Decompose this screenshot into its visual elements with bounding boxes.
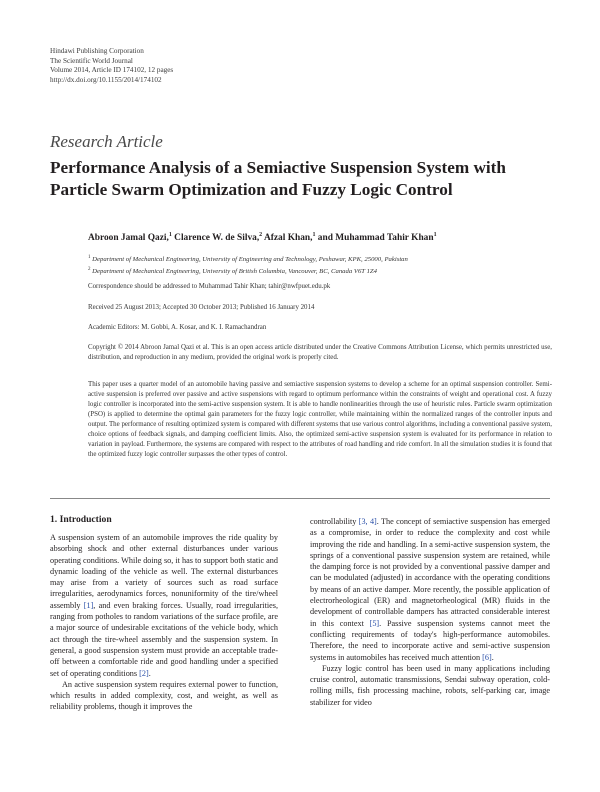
paragraph <box>50 532 278 679</box>
affiliation-text: Department of Mechanical Engineering, University of Engineering and Technology, Peshawar, KPK, 25000, Pakistan <box>92 256 408 264</box>
affiliation-item <box>88 265 408 277</box>
citation-link[interactable]: [1] <box>83 600 94 610</box>
paper-title <box>50 157 560 201</box>
left-column <box>50 532 278 713</box>
paragraph-text: . Passive suspension systems cannot meet the conflicting requirements of today's high-performance automobiles. Therefore, the need to incorporate active and semi-active suspension systems in automobiles has received much attention <box>310 618 550 662</box>
author-name: Clarence W. de Silva, <box>174 233 260 244</box>
paragraph-text: . <box>148 668 151 678</box>
affiliations <box>88 253 408 278</box>
volume-info: Volume 2014, Article ID 174102, 12 pages <box>50 66 174 75</box>
author-affiliation-mark: 1 <box>168 232 172 238</box>
paragraph-text: controllability <box>310 517 359 526</box>
paragraph-text: A suspension system of an automobile improves the ride quality by absorbing shock and other external disturbances under various operating conditions. While doing so, it has to support both static and dynamic loading of the vehicle as well. The external disturbances may arise from a variety of sources such as road surface irregularities, aerodynamics forces, nonuniformity of the tire/wheel assembly <box>50 533 278 610</box>
introduction-heading: 1. Introduction <box>50 514 112 525</box>
paragraph-text: . <box>491 652 494 662</box>
section-divider <box>50 498 550 499</box>
author-name: Abroon Jamal Qazi, <box>88 233 169 244</box>
affiliation-text: Department of Mechanical Engineering, University of British Columbia, Vancouver, BC, Canada V6T 1Z4 <box>92 268 377 276</box>
author-affiliation-mark: 1 <box>312 232 316 238</box>
article-type: Research Article <box>50 132 163 151</box>
paragraph <box>310 516 550 663</box>
paper-title-line-2: Particle Swarm Optimization and Fuzzy Logic Control <box>50 180 453 199</box>
doi-link[interactable]: http://dx.doi.org/10.1155/2014/174102 <box>50 75 162 84</box>
citation-link[interactable]: [6] <box>482 652 492 662</box>
journal-name: The Scientific World Journal <box>50 56 133 65</box>
paper-title-line-1: Performance Analysis of a Semiactive Suspension System with <box>50 158 506 177</box>
editors-line: Academic Editors: M. Gobbi, A. Kosar, and K. I. Ramachandran <box>88 324 267 331</box>
paragraph: An active suspension system requires external power to function, which results in added complexity, cost, and weight, as well as reliability problems, though it improves the <box>50 679 278 712</box>
author-name: Afzal Khan, <box>264 233 313 244</box>
affiliation-mark: 1 <box>88 255 91 260</box>
author-affiliation-mark: 1 <box>433 232 437 238</box>
copyright-notice: Copyright © 2014 Abroon Jamal Qazi et al. This is an open access article distributed under the Creative Commons Attribution License, which permits unrestricted use, distribution, and reproduction in any medium, provided the original work is properly cited. <box>88 344 552 362</box>
right-column <box>310 516 550 708</box>
author-affiliation-mark: 2 <box>259 232 263 238</box>
dates-line: Received 25 August 2013; Accepted 30 October 2013; Published 16 January 2014 <box>88 304 315 311</box>
author-list <box>88 232 437 243</box>
correspondence-line: Correspondence should be addressed to Muhammad Tahir Khan; tahir@nwfpuet.edu.pk <box>88 283 331 290</box>
journal-header <box>50 47 173 85</box>
paragraph-text: . The concept of semiactive suspension has emerged as a compromise, in order to reduce the complexity and cost while improving the ride and handling. In a semi-active suspension system, the springs of a conventional passive suspension system are retained, while the damping force is not provided by a conventional passive damper and can be modulated (adjusted) in accordance with the operating conditions by means of an active damper. More recently, the possible application of electrorheological (ER) and magnetorheological (MR) fluids in the development of controllable dampers has attracted considerable interest in this context <box>310 517 551 628</box>
affiliation-item <box>88 253 408 265</box>
author-name: and Muhammad Tahir Khan <box>317 233 434 244</box>
citation-link[interactable]: [5] <box>369 618 380 628</box>
abstract: This paper uses a quarter model of an automobile having passive and semiactive suspension systems to develop a scheme for an optimal suspension controller. Semi-active suspension is preferred over passive and active suspensions with regard to optimum performance within the constraints of weight and operational cost. A fuzzy logic controller is incorporated into the semi-active suspension system. It is able to handle nonlinearities through the use of heuristic rules. Particle swarm optimization (PSO) is applied to determine the optimal gain parameters for the fuzzy logic controller, while maintaining within the normalized ranges of the controller inputs and output. The performance of resulting optimized system is compared with different systems that use various control algorithms, including a conventional passive system, choice options of feedback signals, and damping coefficient limits. Also, the optimized semi-active suspension system is evaluated for its performance in relation to variation in payload. Furthermore, the systems are compared with respect to the attributes of road handling and ride comfort. In all the simulation studies it is found that the optimized fuzzy logic controller surpasses the other types of control. <box>88 381 552 459</box>
affiliation-mark: 2 <box>88 267 91 273</box>
publisher-name: Hindawi Publishing Corporation <box>50 47 144 55</box>
citation-link[interactable]: [2] <box>139 668 149 678</box>
paragraph: Fuzzy logic control has been used in many applications including cruise control, automatic transmissions, Sendai subway operation, cold-rolling mills, fish processing machine, robots, self-parking car, image stabilizer for video <box>310 663 550 707</box>
paragraph-text: , and even braking forces. Usually, road irregularities, ranging from potholes to random variations of the surface profile, are a major source of undesirable excitations of the vehicle body, which act through the tire-wheel assembly and the suspension system. In general, a good suspension system must provide an acceptable trade-off between a comfortable ride and good handling under a specified set of operating conditions <box>50 600 278 678</box>
citation-link[interactable]: [3, 4] <box>358 517 377 526</box>
